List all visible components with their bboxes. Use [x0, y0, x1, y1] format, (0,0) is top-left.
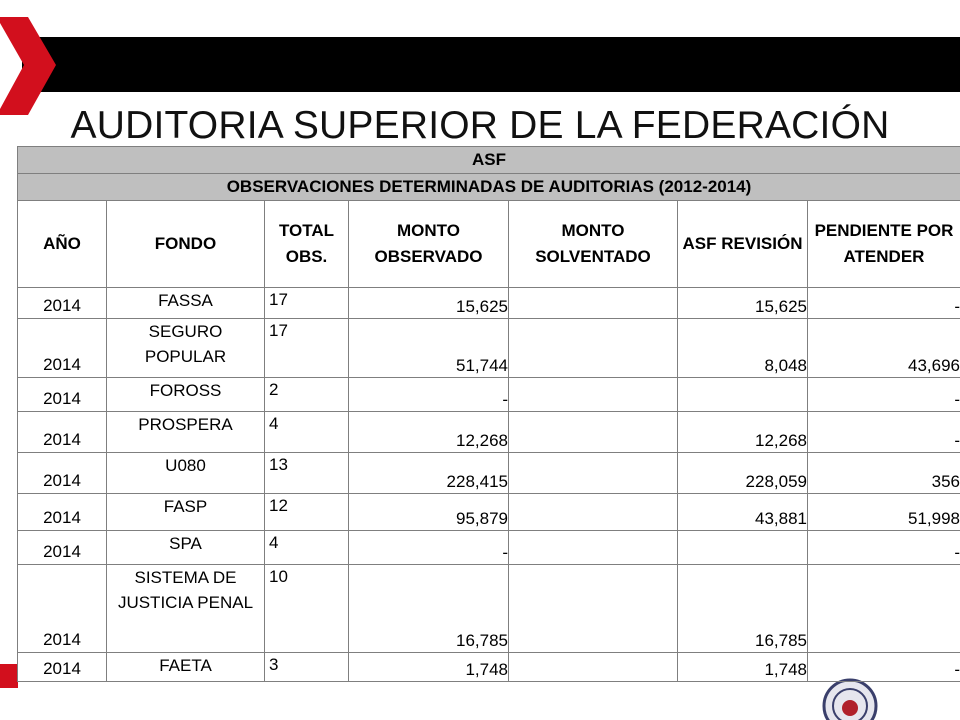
cell-fondo: SPA — [107, 531, 265, 565]
cell-year: 2014 — [18, 378, 107, 412]
cell-year: 2014 — [18, 653, 107, 682]
cell-solventado — [509, 494, 678, 531]
table-row — [18, 494, 960, 531]
cell-solventado — [509, 319, 678, 378]
table-row — [18, 319, 960, 378]
cell-total: 12 — [265, 494, 349, 531]
cell-revision: 228,059 — [678, 453, 808, 494]
cell-year: 2014 — [18, 531, 107, 565]
cell-total: 17 — [265, 319, 349, 378]
cell-revision: 43,881 — [678, 494, 808, 531]
cell-solventado — [509, 288, 678, 319]
cell-observado: 15,625 — [349, 288, 509, 319]
cell-fondo: FASSA — [107, 288, 265, 319]
cell-pendiente: 356 — [808, 453, 960, 494]
col-header-solventado: MONTO SOLVENTADO — [509, 201, 678, 288]
cell-total: 4 — [265, 531, 349, 565]
table-row — [18, 288, 960, 319]
red-chevron-logo — [0, 17, 56, 117]
cell-total: 4 — [265, 412, 349, 453]
cell-year: 2014 — [18, 565, 107, 653]
cell-fondo: SEGURO POPULAR — [107, 319, 265, 378]
cell-fondo: FAETA — [107, 653, 265, 682]
cell-solventado — [509, 378, 678, 412]
cell-pendiente: - — [808, 412, 960, 453]
cell-pendiente: 51,998 — [808, 494, 960, 531]
cell-revision — [678, 531, 808, 565]
cell-observado: 95,879 — [349, 494, 509, 531]
cell-observado: 12,268 — [349, 412, 509, 453]
cell-observado: 228,415 — [349, 453, 509, 494]
cell-observado: - — [349, 531, 509, 565]
table-row — [18, 653, 960, 682]
cell-total: 17 — [265, 288, 349, 319]
cell-revision: 15,625 — [678, 288, 808, 319]
page-title: AUDITORIA SUPERIOR DE LA FEDERACIÓN — [70, 104, 890, 147]
col-header-observado: MONTO OBSERVADO — [349, 201, 509, 288]
cell-total: 2 — [265, 378, 349, 412]
cell-solventado — [509, 653, 678, 682]
cell-year: 2014 — [18, 288, 107, 319]
col-header-revision: ASF REVISIÓN — [678, 201, 808, 288]
cell-year: 2014 — [18, 319, 107, 378]
cell-pendiente — [808, 565, 960, 653]
cell-pendiente: - — [808, 288, 960, 319]
cell-observado: 1,748 — [349, 653, 509, 682]
cell-pendiente: - — [808, 531, 960, 565]
cell-revision: 8,048 — [678, 319, 808, 378]
table-row — [18, 378, 960, 412]
cell-fondo: SISTEMA DE JUSTICIA PENAL — [107, 565, 265, 653]
header-bar — [22, 37, 960, 92]
observations-table — [17, 146, 960, 682]
seal-icon — [820, 676, 880, 720]
cell-revision: 12,268 — [678, 412, 808, 453]
col-header-year: AÑO — [18, 201, 107, 288]
cell-revision — [678, 378, 808, 412]
cell-revision: 1,748 — [678, 653, 808, 682]
cell-fondo: PROSPERA — [107, 412, 265, 453]
col-header-total: TOTAL OBS. — [265, 201, 349, 288]
cell-total: 3 — [265, 653, 349, 682]
cell-year: 2014 — [18, 412, 107, 453]
cell-observado: 51,744 — [349, 319, 509, 378]
cell-fondo: FOROSS — [107, 378, 265, 412]
header-asf: ASF — [18, 147, 960, 174]
table-row — [18, 412, 960, 453]
cell-solventado — [509, 531, 678, 565]
cell-solventado — [509, 565, 678, 653]
cell-fondo: U080 — [107, 453, 265, 494]
cell-year: 2014 — [18, 453, 107, 494]
col-header-pendiente: PENDIENTE POR ATENDER — [808, 201, 960, 288]
cell-total: 10 — [265, 565, 349, 653]
col-header-fondo: FONDO — [107, 201, 265, 288]
table-row — [18, 565, 960, 653]
table-row — [18, 453, 960, 494]
cell-fondo: FASP — [107, 494, 265, 531]
cell-total: 13 — [265, 453, 349, 494]
cell-revision: 16,785 — [678, 565, 808, 653]
cell-solventado — [509, 412, 678, 453]
table-row — [18, 531, 960, 565]
cell-observado: - — [349, 378, 509, 412]
cell-solventado — [509, 453, 678, 494]
red-accent-block — [0, 664, 18, 688]
cell-year: 2014 — [18, 494, 107, 531]
cell-pendiente: 43,696 — [808, 319, 960, 378]
cell-observado: 16,785 — [349, 565, 509, 653]
cell-pendiente: - — [808, 653, 960, 682]
cell-pendiente: - — [808, 378, 960, 412]
header-observaciones: OBSERVACIONES DETERMINADAS DE AUDITORIAS (2012-2014) — [18, 174, 960, 201]
